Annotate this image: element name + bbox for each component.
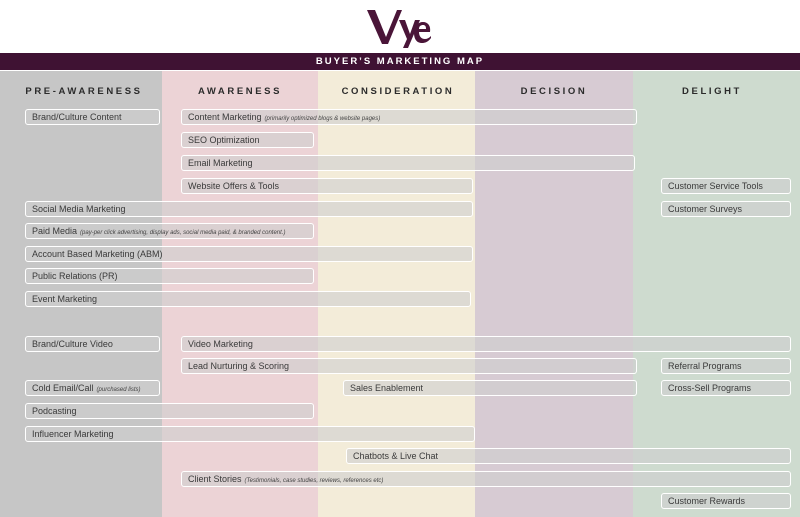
tactic-bar-customer-surveys (661, 201, 791, 217)
tactic-label: Customer Surveys (668, 204, 743, 214)
tactic-bar-social-media-marketing (25, 201, 473, 217)
tactic-note: (purchased lists) (96, 387, 141, 393)
tactic-note: (Testimonials, case studies, reviews, references etc) (244, 478, 384, 484)
tactic-bar-client-stories (181, 471, 791, 487)
tactic-label: Cold Email/Call (32, 383, 94, 393)
stage-header-awareness: AWARENESS (197, 86, 283, 97)
stage-header-delight: DELIGHT (682, 86, 742, 97)
tactic-bar-content-marketing (181, 109, 637, 125)
tactic-label: SEO Optimization (188, 135, 260, 145)
tactic-bar-chatbots-live-chat (346, 448, 791, 464)
tactic-bar-email-marketing (181, 155, 635, 171)
tactic-bar-seo-optimization (181, 132, 314, 148)
tactic-label: Customer Rewards (668, 496, 746, 506)
stage-header-decision: DECISION (520, 86, 588, 97)
tactic-label: Paid Media (32, 226, 78, 236)
tactic-bar-cold-email-call (25, 380, 160, 396)
tactic-note: (pay-per click advertising, display ads, social media paid, & branded content.) (80, 230, 286, 236)
tactic-bar-influencer-marketing (25, 426, 475, 442)
tactic-bar-cross-sell-programs (661, 380, 791, 396)
tactic-label: Influencer Marketing (32, 429, 114, 439)
tactic-bar-customer-service-tools (661, 178, 791, 194)
tactic-label: Referral Programs (668, 361, 742, 371)
tactic-label: Customer Service Tools (668, 181, 763, 191)
stage-header-consideration: CONSIDERATION (341, 86, 455, 97)
tactic-label: Event Marketing (32, 294, 98, 304)
tactic-note: (primarily optimized blogs & website pages) (264, 116, 381, 122)
tactic-bar-lead-nurturing-scoring (181, 358, 637, 374)
stage-header-pre-awareness: PRE-AWARENESS (25, 86, 143, 97)
tactic-bar-brand-culture-video (25, 336, 160, 352)
tactic-label: Email Marketing (188, 158, 253, 168)
tactic-label: Brand/Culture Video (32, 339, 113, 349)
tactic-label: Cross-Sell Programs (668, 383, 752, 393)
tactic-label: Website Offers & Tools (188, 181, 280, 191)
tactic-bar-podcasting (25, 403, 314, 419)
tactic-label: Client Stories (188, 474, 242, 484)
tactic-label: Brand/Culture Content (32, 112, 122, 122)
tactic-bar-brand-culture-content (25, 109, 160, 125)
vye-logo (0, 2, 800, 50)
tactic-bar-website-offers-tools (181, 178, 473, 194)
tactic-label: Social Media Marketing (32, 204, 126, 214)
tactic-label: Sales Enablement (350, 383, 424, 393)
tactic-bar-public-relations (25, 268, 314, 284)
tactic-label: Lead Nurturing & Scoring (188, 361, 290, 371)
tactic-bar-account-based-marketing (25, 246, 473, 262)
vye-logo-mark (365, 4, 435, 48)
tactic-bar-customer-rewards (661, 493, 791, 509)
tactic-bar-paid-media (25, 223, 314, 239)
tactic-label: Public Relations (PR) (32, 271, 118, 281)
tactic-bar-referral-programs (661, 358, 791, 374)
tactic-label: Content Marketing (188, 112, 262, 122)
tactic-bar-sales-enablement (343, 380, 637, 396)
tactic-bar-event-marketing (25, 291, 471, 307)
tactic-label: Chatbots & Live Chat (353, 451, 439, 461)
tactic-label: Account Based Marketing (ABM) (32, 249, 163, 259)
map-title-banner: BUYER’S MARKETING MAP (0, 53, 800, 70)
tactic-bar-video-marketing (181, 336, 791, 352)
tactic-label: Podcasting (32, 406, 77, 416)
tactic-label: Video Marketing (188, 339, 253, 349)
